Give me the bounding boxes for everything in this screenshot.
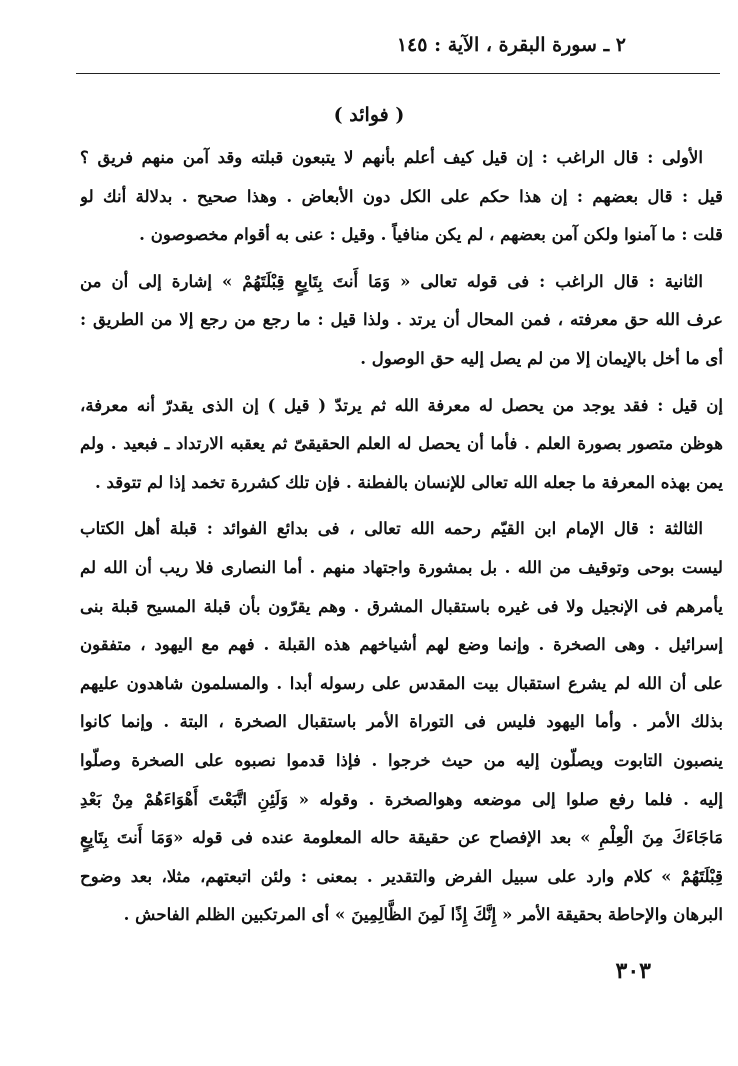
paragraph-first-benefit: [80, 138, 723, 254]
body-text: [80, 138, 723, 942]
text-line: أى ما أخل بالإيمان إلا من لم يصل إليه حق الوصول .: [360, 347, 723, 368]
text-line: إسرائيل . وهى الصخرة . وإنما وضع لهم أشياخهم هذه القبلة . فهم مع اليهود ، متفقون: [80, 634, 723, 655]
paragraph-third-benefit: [80, 509, 723, 934]
text-line: الثانية : قال الراغب : فى قوله تعالى « وَمَا أَنتَ بِتَابِعٍ قِبْلَتَهُمْ » إشارة إلى أن من: [80, 270, 703, 291]
text-line: بذلك الأمر . وأما اليهود فليس فى التوراة الأمر باستقبال الصخرة ، البتة . وإنما كانوا: [80, 711, 723, 732]
text-line: الأولى : قال الراغب : إن قيل كيف أعلم بأنهم لا يتبعون قبلته وقد آمن منهم فريق ؟: [80, 147, 703, 167]
text-line: قيل : قال بعضهم : إن هذا حكم على الكل دون الأبعاض . وهذا صحيح . بدلالة أنك لو: [80, 185, 723, 206]
section-title: ( فوائد ): [333, 104, 405, 126]
text-line: عرف الله حق معرفته ، فمن المحال أن يرتد . ولذا قيل : ما رجع من رجع إلا من الطريق :: [80, 309, 723, 330]
running-header: ٢ ـ سورة البقرة ، الآية : ١٤٥: [396, 34, 626, 56]
text-line: البرهان والإحاطة بحقيقة الأمر « إِنَّكَ إِذًا لَمِنَ الظَّالِمِينَ » أى المرتكبين الظلم الفاحش .: [123, 904, 723, 925]
text-line: إن قيل : فقد يوجد من يحصل له معرفة الله ثم يرتدّ ( قيل ) إن الذى يقدرّ أنه معرفة،: [80, 394, 723, 415]
text-line: قلت : ما آمنوا ولكن آمن بعضهم ، لم يكن منافياً . وقيل : عنى به أقوام مخصوصون .: [139, 224, 723, 245]
page-number: ٣٠٣: [615, 958, 651, 984]
text-line: مَاجَاءَكَ مِنَ الْعِلْمِ » بعد الإفصاح عن حقيقة حاله المعلومة عنده فى قوله «وَمَا أَنتَ بِتَابِعٍ: [80, 827, 723, 848]
text-line: يمن بهذه المعرفة ما جعله الله تعالى للإنسان بالفطنة . فإن تلك كشررة تخمد إذا لم تتوقد .: [94, 471, 723, 492]
text-line: ينصبون التابوت ويصلّون إليه من حيث خرجوا . فإذا قدموا نصبوه على الصخرة وصلّوا: [80, 749, 723, 770]
paragraph-objection: [80, 386, 723, 502]
text-line: هوظن متصور بصورة العلم . فأما أن يحصل له العلم الحقيقىّ ثم يعقبه الارتداد ـ فبعيد . ولم: [80, 433, 723, 454]
text-line: ليست بوحى وتوقيف من الله . بل بمشورة واجتهاد منهم . أما النصارى فلا ريب أن الله لم: [80, 556, 723, 577]
text-line: على أن الله لم يشرع استقبال بيت المقدس على رسوله أبدا . والمسلمون شاهدون عليهم: [80, 672, 723, 693]
text-line: الثالثة : قال الإمام ابن القيّم رحمه الله تعالى ، فى بدائع الفوائد : قبلة أهل الكتاب: [80, 518, 703, 539]
text-line: قِبْلَتَهُمْ » كلام وارد على سبيل الفرض والتقدير . بمعنى : ولئن اتبعتهم، مثلا، بعد وضوح: [80, 865, 723, 886]
header-divider: [76, 73, 720, 74]
text-line: يأمرهم فى الإنجيل ولا فى غيره باستقبال المشرق . وهم يقرّون بأن قبلة المسيح قبلة بنى: [80, 595, 723, 616]
text-line: إليه . فلما رفع صلوا إلى موضعه وهوالصخرة . وقوله « وَلَئِنِ اتَّبَعْتَ أَهْوَاءَهُمْ مِنْ بَعْدِ: [80, 788, 723, 809]
paragraph-second-benefit: [80, 262, 723, 378]
